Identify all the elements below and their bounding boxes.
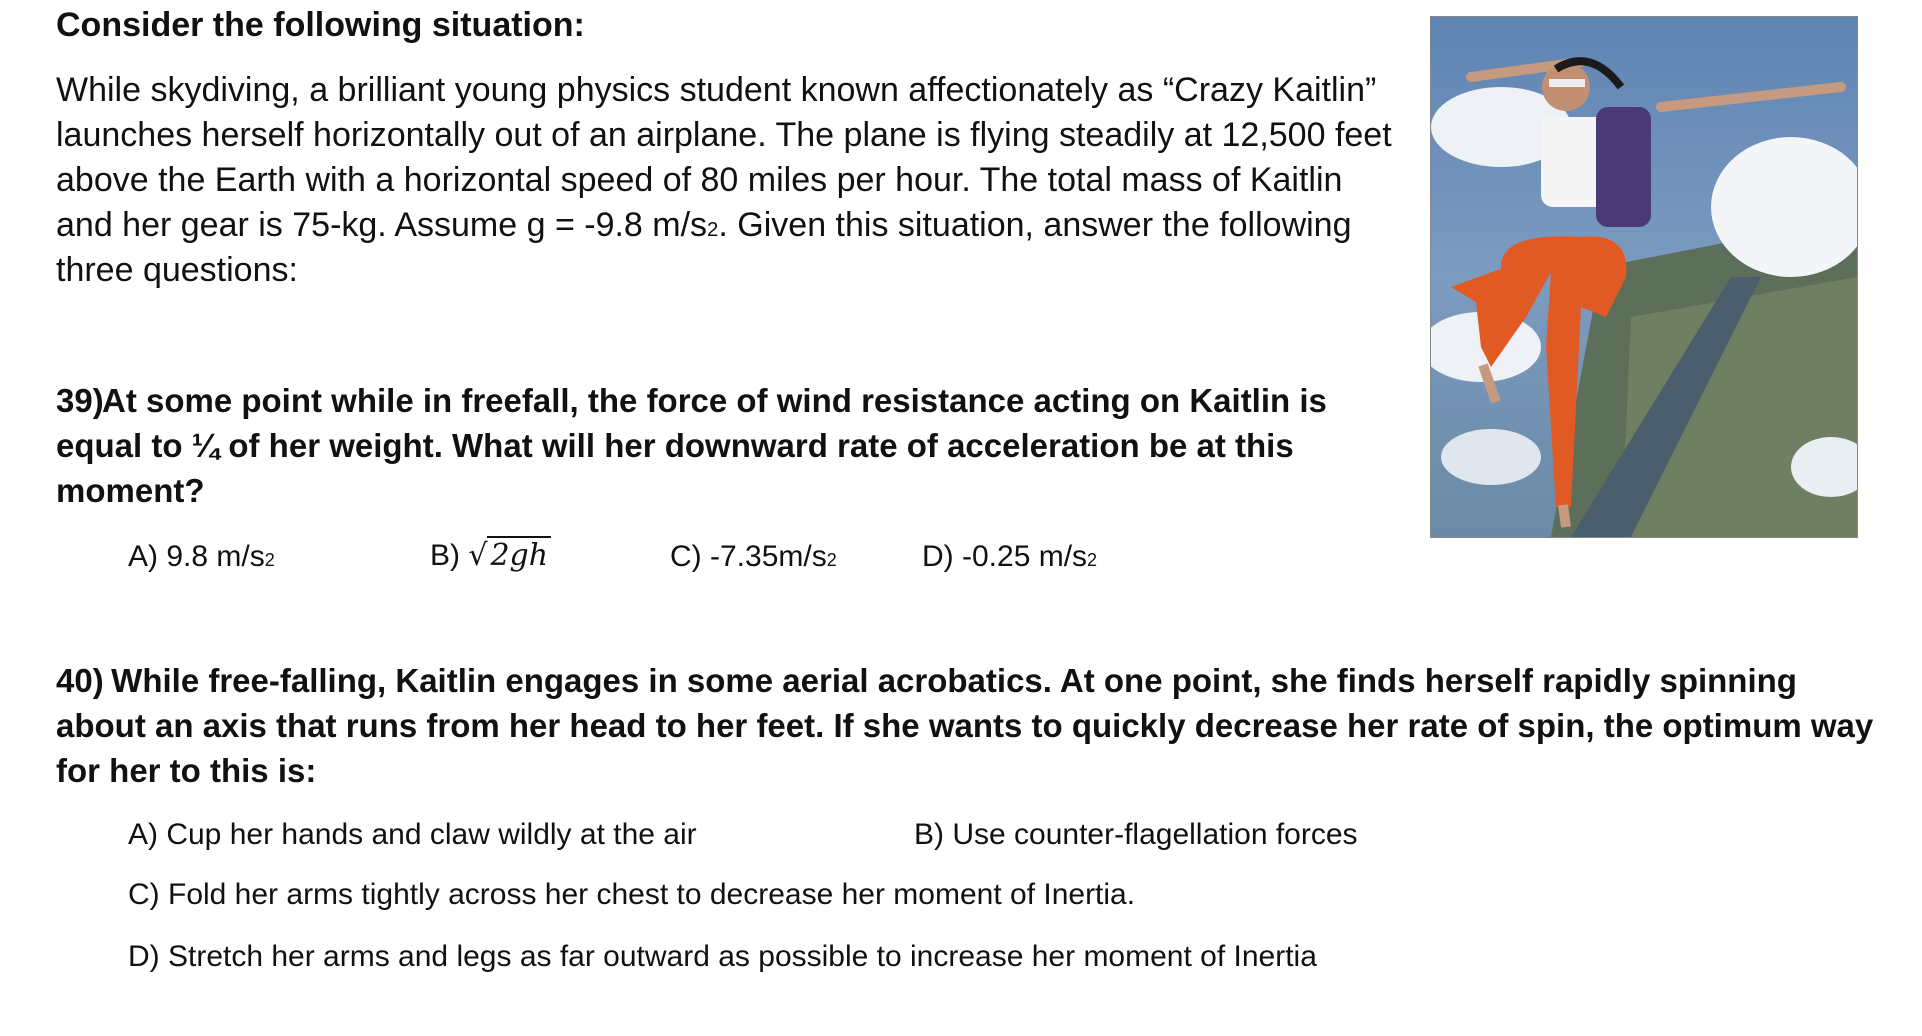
- intro-paragraph: While skydiving, a brilliant young physics student known affectionately as “Crazy Kaitlin” launches herself horizontally out of an airplane. The plane is flying steadily at 12,500 feet above the Earth with a horizontal speed of 80 miles per hour. The total mass of Kaitlin and her gear is 75-kg. Assume g = -9.8 $m/s^2$. Given this situation, answer the following three questions:: [56, 71, 1392, 289]
- q39-choice-a: A) 9.8 $m/s^2$: [128, 540, 275, 573]
- heading: Consider the following situation:: [56, 6, 585, 44]
- q40-choice-c: C) Fold her arms tightly across her chest to decrease her moment of Inertia.: [128, 878, 1136, 911]
- question-40-number: 40): [56, 662, 104, 699]
- question-39-text: At some point while in freefall, the force of wind resistance acting on Kaitlin is equal to ¼ of her weight. What will her downward rate of acceleration be at this moment?: [56, 382, 1327, 509]
- q40-choice-d: D) Stretch her arms and legs as far outward as possible to increase her moment of Inertia: [128, 940, 1317, 973]
- question-39-number: 39): [56, 382, 104, 419]
- question-40: [56, 658, 1876, 793]
- q40-choice-b: B) Use counter-flagellation forces: [914, 818, 1358, 851]
- q40-choice-a: A) Cup her hands and claw wildly at the air: [128, 818, 697, 851]
- square-root-expression: √ 2gh: [468, 536, 551, 573]
- skydiver-photo: [1430, 16, 1858, 538]
- q39-choice-c: C) $-7.35m/s^2$: [670, 540, 837, 573]
- question-40-text: While free-falling, Kaitlin engages in some aerial acrobatics. At one point, she finds herself rapidly spinning about an axis that runs from her head to her feet. If she wants to quickly decrease her rate of spin, the optimum way for her to this is:: [56, 662, 1874, 789]
- q39-choice-d: D) -0.25 $m/s^2$: [922, 540, 1098, 573]
- question-39: [56, 378, 1356, 513]
- q39-choice-b: B) √ 2gh: [430, 538, 551, 573]
